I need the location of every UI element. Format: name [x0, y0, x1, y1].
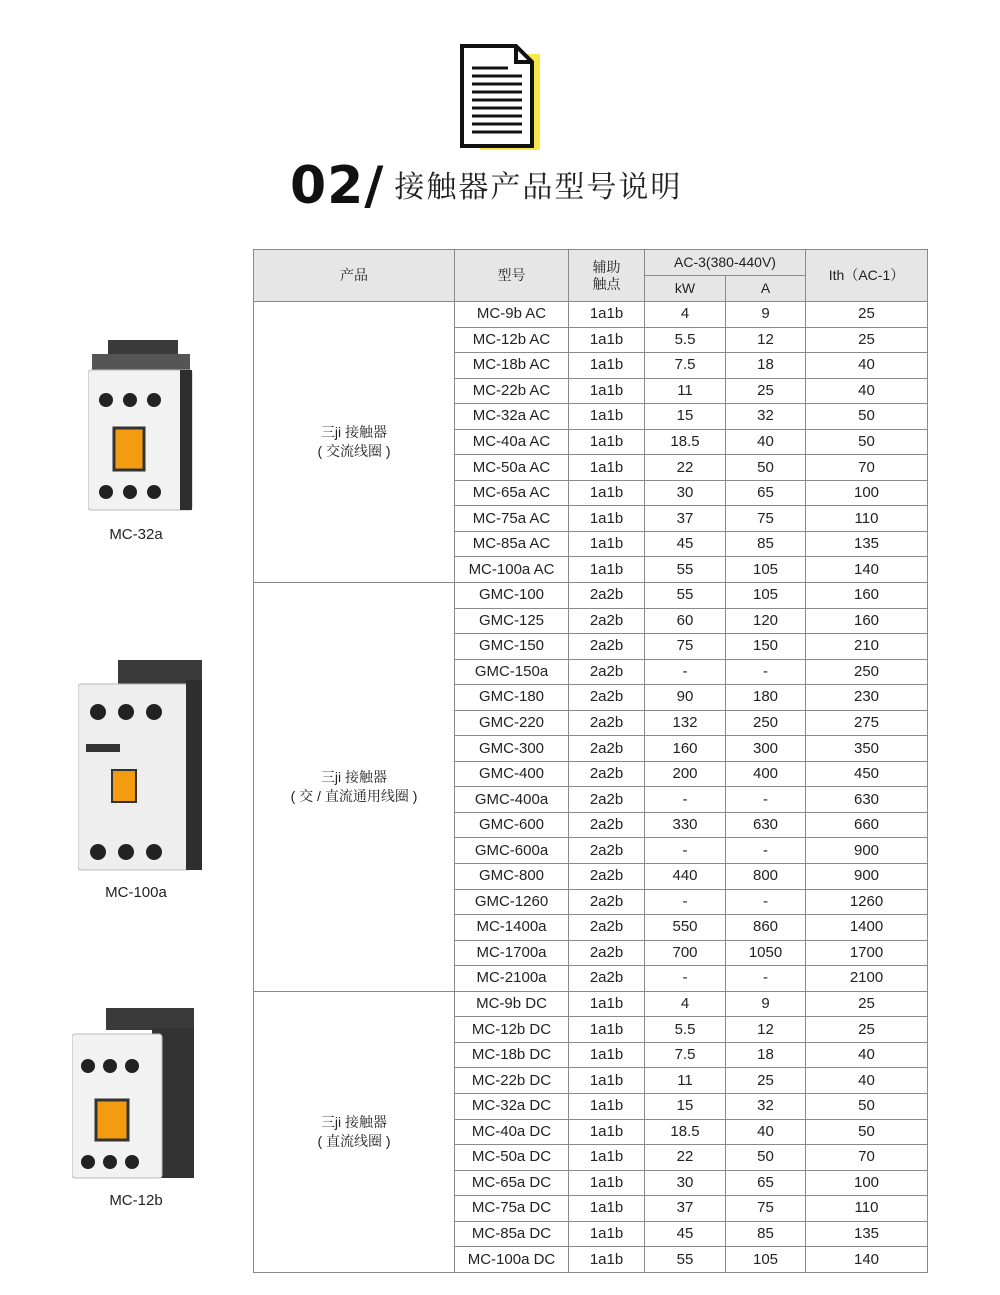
ith-cell: 1700: [806, 940, 928, 966]
header-ac3: AC-3(380-440V): [645, 250, 806, 276]
model-cell: MC-9b AC: [455, 302, 569, 328]
model-cell: MC-12b DC: [455, 1017, 569, 1043]
table-row: [254, 583, 928, 609]
product-group-line: 三ji 接触器: [320, 768, 388, 785]
aux-contact-cell: 1a1b: [569, 1221, 645, 1247]
ith-cell: 900: [806, 838, 928, 864]
ith-cell: 140: [806, 557, 928, 583]
kw-cell: 440: [645, 864, 726, 890]
amp-cell: 630: [726, 812, 806, 838]
ith-cell: 70: [806, 455, 928, 481]
amp-cell: 85: [726, 1221, 806, 1247]
aux-contact-cell: 1a1b: [569, 429, 645, 455]
ith-cell: 250: [806, 659, 928, 685]
model-cell: GMC-600a: [455, 838, 569, 864]
amp-cell: -: [726, 838, 806, 864]
amp-cell: 105: [726, 557, 806, 583]
model-cell: MC-50a DC: [455, 1145, 569, 1171]
header-model: 型号: [455, 250, 569, 302]
model-cell: GMC-300: [455, 736, 569, 762]
kw-cell: 45: [645, 531, 726, 557]
model-cell: MC-85a DC: [455, 1221, 569, 1247]
amp-cell: 9: [726, 991, 806, 1017]
amp-cell: 50: [726, 455, 806, 481]
model-cell: MC-18b DC: [455, 1042, 569, 1068]
aux-contact-cell: 1a1b: [569, 404, 645, 430]
ith-cell: 25: [806, 302, 928, 328]
kw-cell: 90: [645, 685, 726, 711]
model-cell: MC-40a AC: [455, 429, 569, 455]
aux-contact-cell: 1a1b: [569, 506, 645, 532]
model-cell: GMC-400a: [455, 787, 569, 813]
amp-cell: 32: [726, 1093, 806, 1119]
aux-contact-cell: 1a1b: [569, 1196, 645, 1222]
kw-cell: -: [645, 659, 726, 685]
amp-cell: 150: [726, 634, 806, 660]
model-cell: MC-100a AC: [455, 557, 569, 583]
model-cell: MC-2100a: [455, 966, 569, 992]
aux-contact-cell: 2a2b: [569, 889, 645, 915]
aux-contact-cell: 2a2b: [569, 761, 645, 787]
aux-contact-cell: 2a2b: [569, 787, 645, 813]
photo-caption: MC-100a: [105, 884, 167, 901]
aux-contact-cell: 1a1b: [569, 1145, 645, 1171]
amp-cell: 25: [726, 378, 806, 404]
amp-cell: 32: [726, 404, 806, 430]
amp-cell: 400: [726, 761, 806, 787]
header-product: 产品: [254, 250, 455, 302]
amp-cell: 65: [726, 1170, 806, 1196]
ith-cell: 160: [806, 608, 928, 634]
kw-cell: 5.5: [645, 1017, 726, 1043]
amp-cell: 860: [726, 915, 806, 941]
kw-cell: 160: [645, 736, 726, 762]
kw-cell: 132: [645, 710, 726, 736]
aux-contact-cell: 1a1b: [569, 1017, 645, 1043]
ith-cell: 50: [806, 1119, 928, 1145]
model-cell: MC-75a DC: [455, 1196, 569, 1222]
header-aux-contact: [569, 250, 645, 302]
aux-contact-cell: 1a1b: [569, 1170, 645, 1196]
aux-contact-cell: 2a2b: [569, 583, 645, 609]
amp-cell: 9: [726, 302, 806, 328]
kw-cell: 5.5: [645, 327, 726, 353]
header-ith: Ith（AC-1）: [806, 250, 928, 302]
ith-cell: 350: [806, 736, 928, 762]
kw-cell: 37: [645, 506, 726, 532]
aux-contact-cell: 2a2b: [569, 940, 645, 966]
aux-contact-cell: 1a1b: [569, 455, 645, 481]
aux-contact-cell: 1a1b: [569, 480, 645, 506]
ith-cell: 40: [806, 353, 928, 379]
model-cell: GMC-100: [455, 583, 569, 609]
aux-contact-cell: 2a2b: [569, 915, 645, 941]
aux-contact-cell: 2a2b: [569, 838, 645, 864]
contactor-photo: [78, 660, 204, 872]
aux-contact-cell: 2a2b: [569, 812, 645, 838]
page-title: [290, 150, 682, 214]
ith-cell: 230: [806, 685, 928, 711]
model-cell: GMC-150: [455, 634, 569, 660]
aux-contact-cell: 2a2b: [569, 608, 645, 634]
amp-cell: 300: [726, 736, 806, 762]
kw-cell: 11: [645, 378, 726, 404]
product-group-name: [254, 302, 455, 583]
ith-cell: 25: [806, 327, 928, 353]
model-cell: MC-85a AC: [455, 531, 569, 557]
kw-cell: 11: [645, 1068, 726, 1094]
kw-cell: 7.5: [645, 353, 726, 379]
amp-cell: 105: [726, 583, 806, 609]
kw-cell: 37: [645, 1196, 726, 1222]
product-group-line: ( 交 / 直流通用线圈 ): [290, 787, 418, 804]
ith-cell: 275: [806, 710, 928, 736]
model-cell: MC-65a DC: [455, 1170, 569, 1196]
model-cell: GMC-220: [455, 710, 569, 736]
kw-cell: 330: [645, 812, 726, 838]
amp-cell: 18: [726, 1042, 806, 1068]
ith-cell: 450: [806, 761, 928, 787]
kw-cell: 55: [645, 583, 726, 609]
kw-cell: 60: [645, 608, 726, 634]
kw-cell: 4: [645, 991, 726, 1017]
model-cell: GMC-800: [455, 864, 569, 890]
photo-caption: MC-12b: [109, 1192, 163, 1209]
model-cell: MC-40a DC: [455, 1119, 569, 1145]
amp-cell: 12: [726, 1017, 806, 1043]
aux-contact-cell: 1a1b: [569, 1247, 645, 1273]
aux-contact-cell: 2a2b: [569, 634, 645, 660]
model-cell: MC-1700a: [455, 940, 569, 966]
ith-cell: 40: [806, 378, 928, 404]
model-cell: MC-22b DC: [455, 1068, 569, 1094]
kw-cell: -: [645, 966, 726, 992]
kw-cell: 7.5: [645, 1042, 726, 1068]
amp-cell: 250: [726, 710, 806, 736]
amp-cell: 75: [726, 506, 806, 532]
aux-contact-cell: 2a2b: [569, 710, 645, 736]
model-cell: MC-32a DC: [455, 1093, 569, 1119]
kw-cell: -: [645, 787, 726, 813]
aux-contact-cell: 1a1b: [569, 378, 645, 404]
kw-cell: 15: [645, 1093, 726, 1119]
aux-contact-cell: 1a1b: [569, 1068, 645, 1094]
aux-contact-cell: 1a1b: [569, 1119, 645, 1145]
amp-cell: 65: [726, 480, 806, 506]
aux-contact-cell: 2a2b: [569, 864, 645, 890]
ith-cell: 160: [806, 583, 928, 609]
ith-cell: 630: [806, 787, 928, 813]
product-group-name: [254, 991, 455, 1272]
kw-cell: 55: [645, 557, 726, 583]
amp-cell: 1050: [726, 940, 806, 966]
model-cell: MC-9b DC: [455, 991, 569, 1017]
kw-cell: 550: [645, 915, 726, 941]
amp-cell: 40: [726, 429, 806, 455]
model-cell: GMC-1260: [455, 889, 569, 915]
kw-cell: 18.5: [645, 429, 726, 455]
ith-cell: 2100: [806, 966, 928, 992]
model-cell: GMC-180: [455, 685, 569, 711]
kw-cell: 75: [645, 634, 726, 660]
product-group-line: ( 直流线圈 ): [317, 1132, 391, 1149]
kw-cell: -: [645, 838, 726, 864]
kw-cell: 22: [645, 1145, 726, 1171]
kw-cell: -: [645, 889, 726, 915]
aux-contact-cell: 2a2b: [569, 685, 645, 711]
aux-contact-cell: 2a2b: [569, 736, 645, 762]
amp-cell: 25: [726, 1068, 806, 1094]
model-cell: MC-12b AC: [455, 327, 569, 353]
ith-cell: 1400: [806, 915, 928, 941]
kw-cell: 15: [645, 404, 726, 430]
aux-contact-cell: 1a1b: [569, 327, 645, 353]
model-cell: MC-32a AC: [455, 404, 569, 430]
amp-cell: -: [726, 966, 806, 992]
product-group-name: [254, 583, 455, 992]
header-aux-line: 辅助: [592, 258, 621, 275]
product-group-line: 三ji 接触器: [320, 424, 388, 440]
aux-contact-cell: 1a1b: [569, 557, 645, 583]
model-cell: GMC-125: [455, 608, 569, 634]
kw-cell: 200: [645, 761, 726, 787]
amp-cell: -: [726, 889, 806, 915]
amp-cell: -: [726, 659, 806, 685]
ith-cell: 50: [806, 1093, 928, 1119]
aux-contact-cell: 2a2b: [569, 966, 645, 992]
amp-cell: 85: [726, 531, 806, 557]
ith-cell: 25: [806, 991, 928, 1017]
kw-cell: 4: [645, 302, 726, 328]
ith-cell: 100: [806, 1170, 928, 1196]
aux-contact-cell: 1a1b: [569, 1093, 645, 1119]
kw-cell: 45: [645, 1221, 726, 1247]
spec-table: [253, 249, 928, 1273]
aux-contact-cell: 1a1b: [569, 1042, 645, 1068]
contactor-photo: [88, 340, 194, 512]
ith-cell: 100: [806, 480, 928, 506]
amp-cell: 50: [726, 1145, 806, 1171]
ith-cell: 110: [806, 1196, 928, 1222]
amp-cell: -: [726, 787, 806, 813]
model-cell: MC-1400a: [455, 915, 569, 941]
ith-cell: 25: [806, 1017, 928, 1043]
product-group-line: 三ji 接触器: [320, 1113, 388, 1130]
model-cell: MC-22b AC: [455, 378, 569, 404]
ith-cell: 110: [806, 506, 928, 532]
ith-cell: 50: [806, 404, 928, 430]
aux-contact-cell: 1a1b: [569, 531, 645, 557]
ith-cell: 135: [806, 1221, 928, 1247]
product-group-line: ( 交流线圈 ): [317, 443, 391, 459]
ith-cell: 900: [806, 864, 928, 890]
amp-cell: 12: [726, 327, 806, 353]
aux-contact-cell: 1a1b: [569, 991, 645, 1017]
model-cell: GMC-600: [455, 812, 569, 838]
kw-cell: 22: [645, 455, 726, 481]
ith-cell: 70: [806, 1145, 928, 1171]
model-cell: MC-100a DC: [455, 1247, 569, 1273]
header-aux-line: 触点: [592, 275, 621, 292]
model-cell: MC-18b AC: [455, 353, 569, 379]
title-number: 02/: [290, 156, 385, 216]
amp-cell: 120: [726, 608, 806, 634]
ith-cell: 50: [806, 429, 928, 455]
amp-cell: 75: [726, 1196, 806, 1222]
aux-contact-cell: 1a1b: [569, 353, 645, 379]
contactor-photo: [72, 1008, 196, 1180]
kw-cell: 30: [645, 480, 726, 506]
aux-contact-cell: 2a2b: [569, 659, 645, 685]
document-icon: [458, 42, 544, 152]
kw-cell: 55: [645, 1247, 726, 1273]
header-kw: kW: [645, 276, 726, 302]
header-amp: A: [726, 276, 806, 302]
model-cell: GMC-400: [455, 761, 569, 787]
ith-cell: 40: [806, 1068, 928, 1094]
kw-cell: 30: [645, 1170, 726, 1196]
aux-contact-cell: 1a1b: [569, 302, 645, 328]
ith-cell: 660: [806, 812, 928, 838]
table-row: [254, 991, 928, 1017]
ith-cell: 140: [806, 1247, 928, 1273]
photo-caption: MC-32a: [109, 526, 163, 543]
amp-cell: 105: [726, 1247, 806, 1273]
ith-cell: 135: [806, 531, 928, 557]
kw-cell: 18.5: [645, 1119, 726, 1145]
table-row: [254, 302, 928, 328]
amp-cell: 40: [726, 1119, 806, 1145]
model-cell: MC-75a AC: [455, 506, 569, 532]
amp-cell: 180: [726, 685, 806, 711]
kw-cell: 700: [645, 940, 726, 966]
ith-cell: 210: [806, 634, 928, 660]
amp-cell: 800: [726, 864, 806, 890]
model-cell: MC-65a AC: [455, 480, 569, 506]
model-cell: GMC-150a: [455, 659, 569, 685]
ith-cell: 40: [806, 1042, 928, 1068]
title-text: 接触器产品型号说明: [394, 170, 683, 205]
amp-cell: 18: [726, 353, 806, 379]
model-cell: MC-50a AC: [455, 455, 569, 481]
ith-cell: 1260: [806, 889, 928, 915]
